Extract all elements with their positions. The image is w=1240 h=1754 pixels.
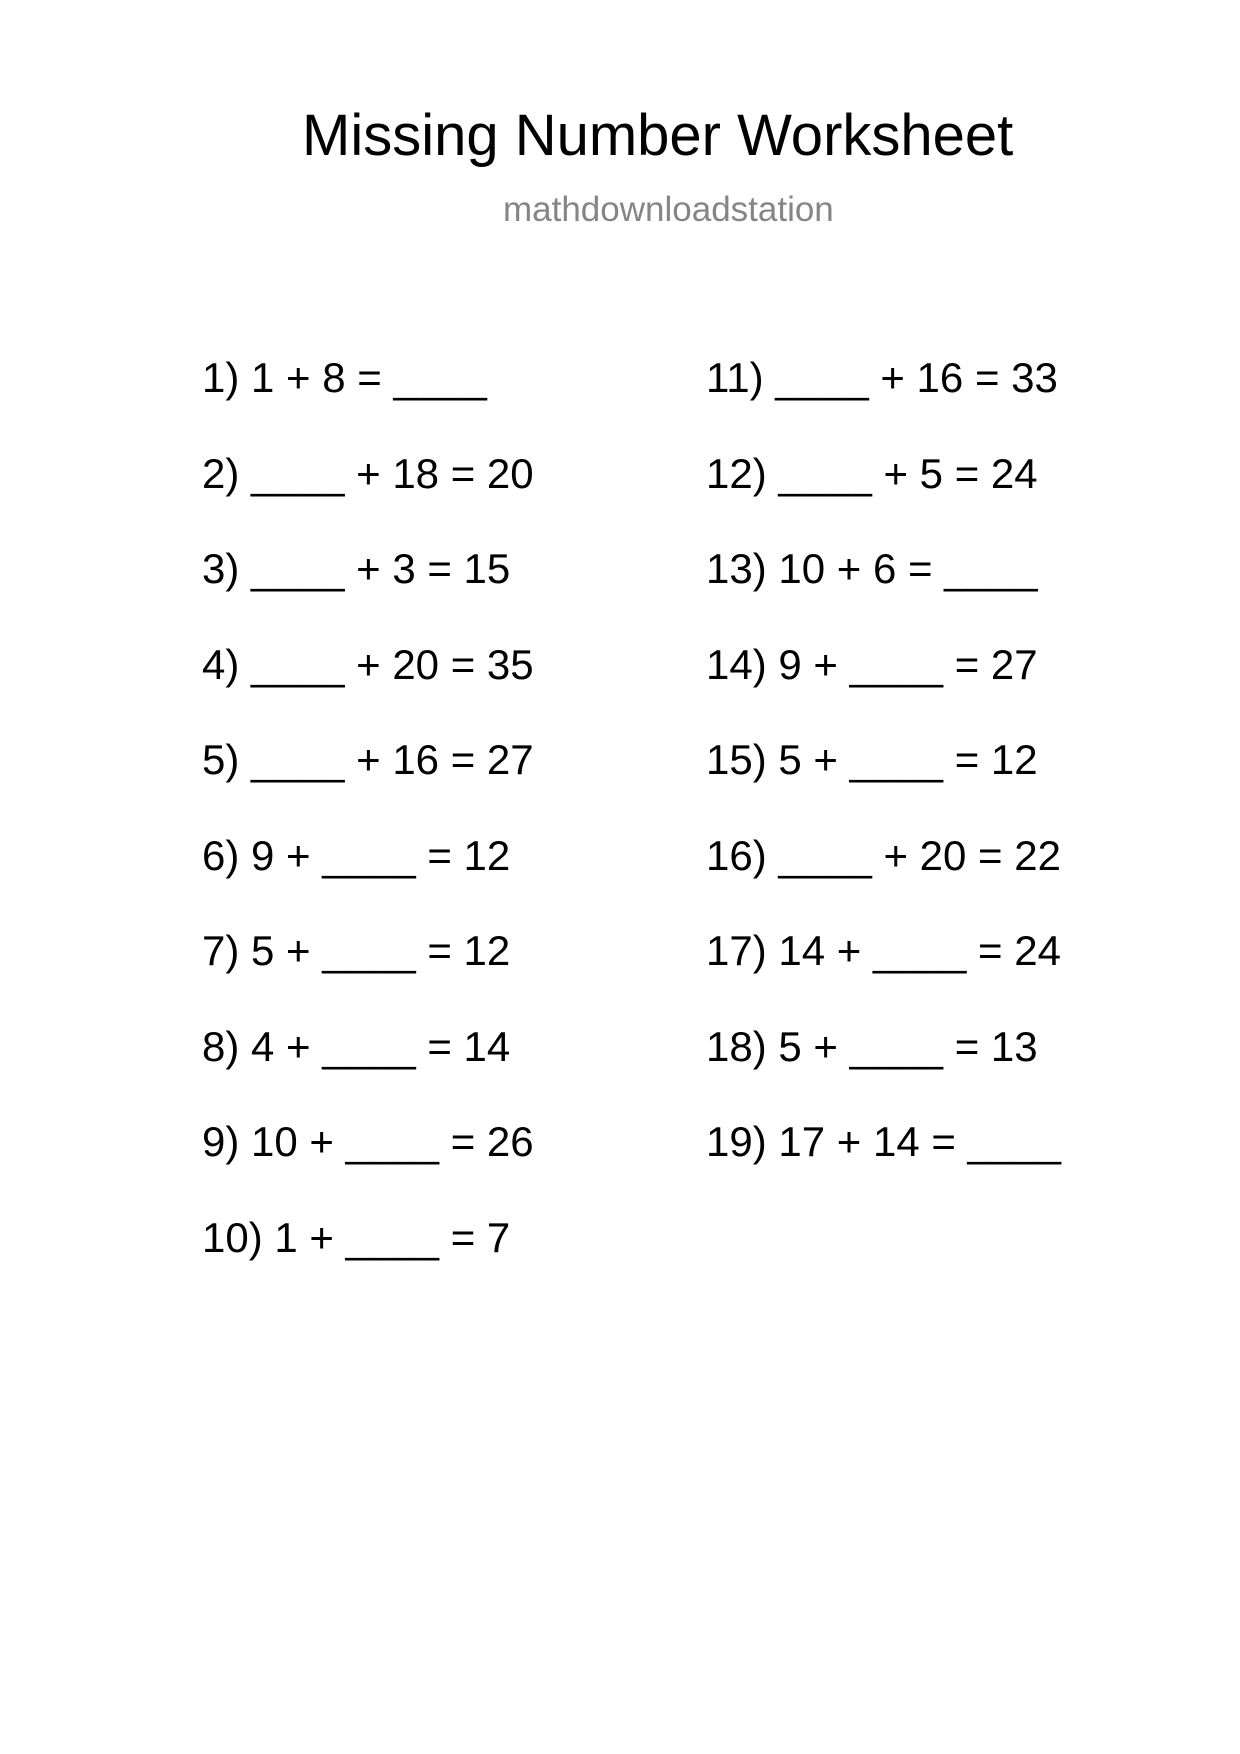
problem-16: 16) ____ + 20 = 22 — [706, 831, 1061, 879]
problem-19: 19) 17 + 14 = ____ — [706, 1118, 1061, 1165]
worksheet-title: Missing Number Worksheet — [302, 103, 1014, 168]
problem-4: 4) ____ + 20 = 35 — [202, 640, 534, 688]
problem-10: 10) 1 + ____ = 7 — [202, 1213, 511, 1261]
problem-18: 18) 5 + ____ = 13 — [706, 1022, 1038, 1070]
worksheet-subtitle: mathdownloadstation — [503, 190, 834, 229]
problem-13: 13) 10 + 6 = ____ — [706, 545, 1038, 592]
problem-11: 11) ____ + 16 = 33 — [706, 354, 1058, 401]
problem-6: 6) 9 + ____ = 12 — [202, 831, 511, 879]
problem-9: 9) 10 + ____ = 26 — [202, 1118, 534, 1165]
problem-14: 14) 9 + ____ = 27 — [706, 640, 1038, 688]
problem-8: 8) 4 + ____ = 14 — [202, 1022, 511, 1070]
problem-2: 2) ____ + 18 = 20 — [202, 449, 534, 497]
problem-15: 15) 5 + ____ = 12 — [706, 736, 1038, 783]
problem-5: 5) ____ + 16 = 27 — [202, 736, 534, 783]
problem-3: 3) ____ + 3 = 15 — [202, 545, 511, 592]
problem-12: 12) ____ + 5 = 24 — [706, 449, 1038, 497]
problem-17: 17) 14 + ____ = 24 — [706, 927, 1061, 974]
problem-1: 1) 1 + 8 = ____ — [202, 354, 487, 401]
problem-7: 7) 5 + ____ = 12 — [202, 927, 511, 974]
